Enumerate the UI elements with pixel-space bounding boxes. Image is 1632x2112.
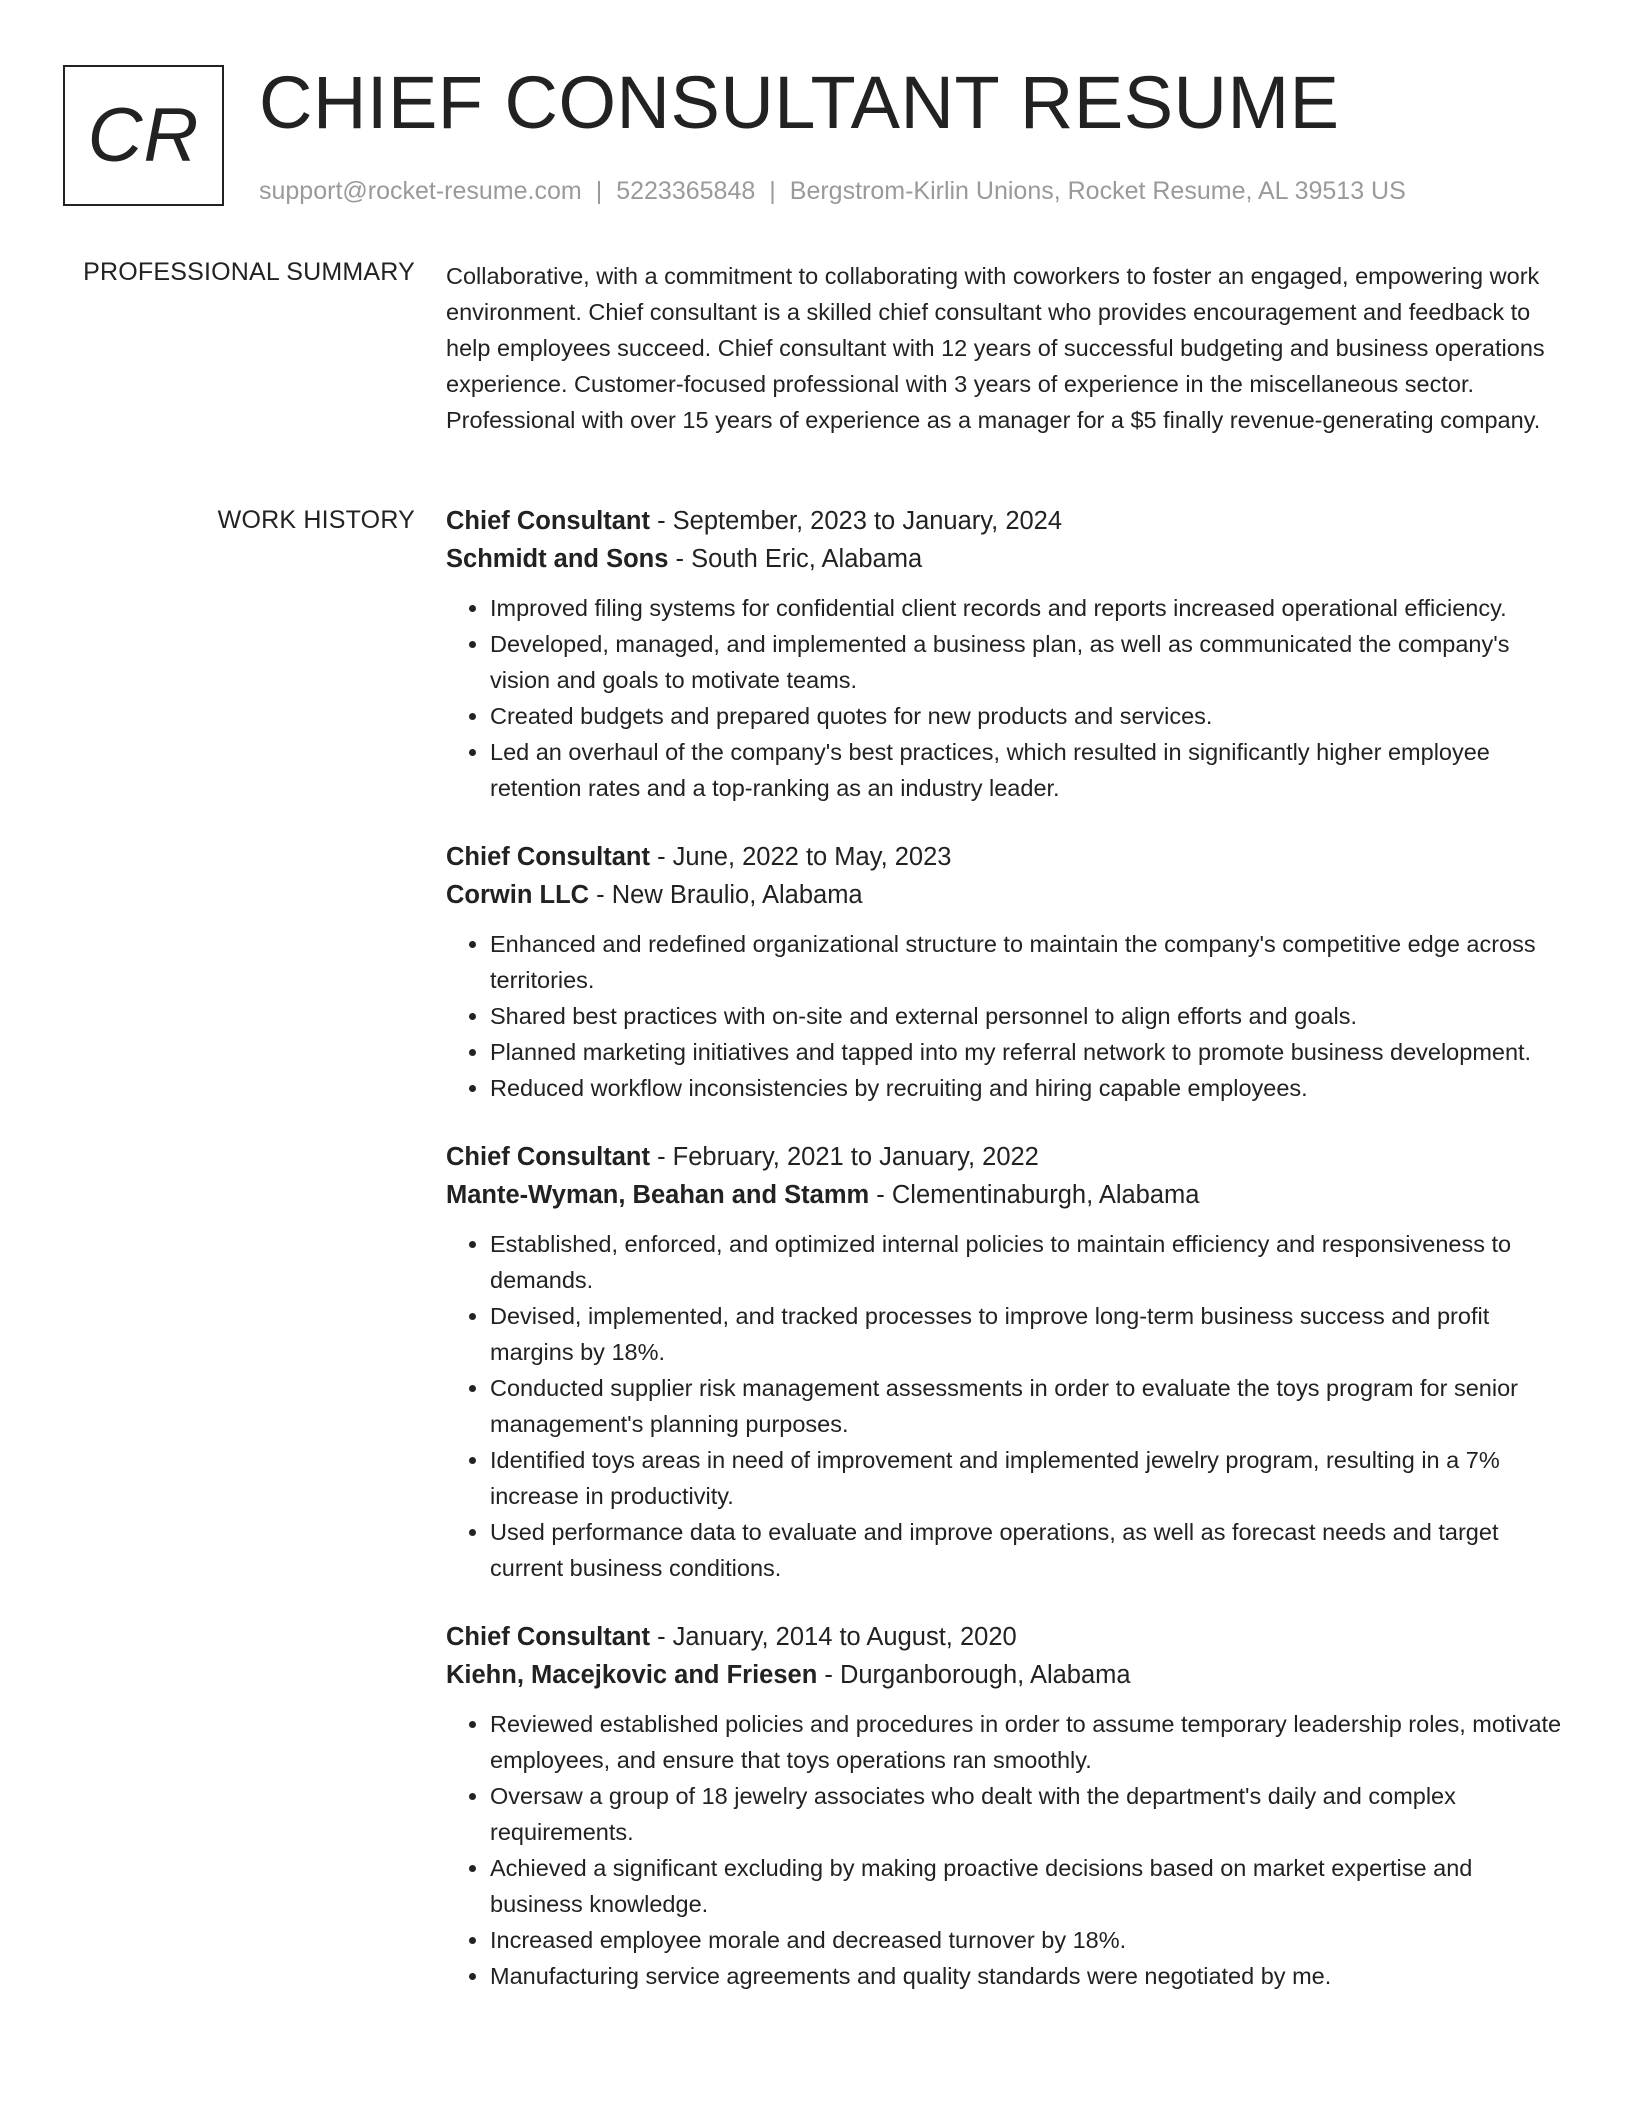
- job-bullet: • Identified toys areas in need of improvement and implemented jewelry program, resulting in a 7% increase in productivity.: [490, 1442, 1566, 1514]
- job-location: - Clementinaburgh, Alabama: [869, 1181, 1200, 1209]
- job-bullet: • Reviewed established policies and procedures in order to assume temporary leadership roles, motivate employees, and ensure that toys operations ran smoothly.: [490, 1706, 1566, 1778]
- job-company-line: [446, 876, 1566, 914]
- job-dates: - June, 2022 to May, 2023: [650, 843, 952, 871]
- monogram-badge: CR: [63, 65, 224, 206]
- job-bullets: [446, 1226, 1566, 1586]
- job-location: - Durganborough, Alabama: [817, 1661, 1131, 1689]
- job-title-line: [446, 1618, 1566, 1656]
- job-bullet: • Led an overhaul of the company's best practices, which resulted in significantly higher employee retention rates and a top-ranking as an industry leader.: [490, 734, 1566, 806]
- job-title: Chief Consultant: [446, 1143, 650, 1171]
- contact-separator: |: [769, 177, 776, 205]
- job-bullet: • Established, enforced, and optimized internal policies to maintain efficiency and responsiveness to demands.: [490, 1226, 1566, 1298]
- section-label-summary: PROFESSIONAL SUMMARY: [83, 258, 415, 286]
- summary-section: [446, 258, 1566, 438]
- job-entry: [446, 1138, 1566, 1586]
- job-title-line: [446, 838, 1566, 876]
- job-bullet: • Increased employee morale and decreased turnover by 18%.: [490, 1922, 1566, 1958]
- work-history-section: [446, 502, 1566, 2026]
- job-entry: [446, 1618, 1566, 1994]
- contact-address: Bergstrom-Kirlin Unions, Rocket Resume, AL 39513 US: [789, 177, 1406, 205]
- job-bullet: • Improved filing systems for confidential client records and reports increased operational efficiency.: [490, 590, 1566, 626]
- section-label-work-history: WORK HISTORY: [217, 506, 415, 534]
- contact-email: support@rocket-resume.com: [259, 177, 582, 205]
- job-company-line: [446, 1656, 1566, 1694]
- job-bullet: • Developed, managed, and implemented a business plan, as well as communicated the company's vision and goals to motivate teams.: [490, 626, 1566, 698]
- job-dates: - February, 2021 to January, 2022: [650, 1143, 1039, 1171]
- job-bullet: • Oversaw a group of 18 jewelry associates who dealt with the department's daily and complex requirements.: [490, 1778, 1566, 1850]
- job-title: Chief Consultant: [446, 507, 650, 535]
- job-dates: - January, 2014 to August, 2020: [650, 1623, 1017, 1651]
- job-location: - New Braulio, Alabama: [589, 881, 863, 909]
- contact-line: [259, 176, 1406, 206]
- resume-title: CHIEF CONSULTANT RESUME: [259, 61, 1340, 144]
- contact-separator: |: [595, 177, 603, 205]
- job-bullet: • Reduced workflow inconsistencies by recruiting and hiring capable employees.: [490, 1070, 1566, 1106]
- job-bullet: • Used performance data to evaluate and improve operations, as well as forecast needs and target current business conditions.: [490, 1514, 1566, 1586]
- job-bullets: [446, 1706, 1566, 1994]
- summary-text: Collaborative, with a commitment to collaborating with coworkers to foster an engaged, empowering work environment. Chief consultant is a skilled chief consultant who provides encouragement and feedback to help employees succeed. Chief consultant with 12 years of successful budgeting and business operations experience. Customer-focused professional with 3 years of experience in the miscellaneous sector. Professional with over 15 years of experience as a manager for a $5 finally revenue-generating company.: [446, 263, 1545, 433]
- contact-phone: 5223365848: [616, 177, 756, 205]
- job-bullet: • Planned marketing initiatives and tapped into my referral network to promote business development.: [490, 1034, 1566, 1070]
- job-company: Corwin LLC: [446, 881, 590, 909]
- job-bullet: • Enhanced and redefined organizational structure to maintain the company's competitive edge across territories.: [490, 926, 1566, 998]
- job-bullet: • Created budgets and prepared quotes for new products and services.: [490, 698, 1566, 734]
- job-company: Mante-Wyman, Beahan and Stamm: [446, 1181, 870, 1209]
- job-title: Chief Consultant: [446, 1623, 650, 1651]
- job-company: Kiehn, Macejkovic and Friesen: [446, 1661, 818, 1689]
- job-title: Chief Consultant: [446, 843, 650, 871]
- job-bullet: • Devised, implemented, and tracked processes to improve long-term business success and profit margins by 18%.: [490, 1298, 1566, 1370]
- job-bullet: • Manufacturing service agreements and quality standards were negotiated by me.: [490, 1958, 1566, 1994]
- job-company-line: [446, 1176, 1566, 1214]
- job-bullet: • Achieved a significant excluding by making proactive decisions based on market expertise and business knowledge.: [490, 1850, 1566, 1922]
- job-bullets: [446, 590, 1566, 806]
- job-bullet: • Conducted supplier risk management assessments in order to evaluate the toys program for senior management's planning purposes.: [490, 1370, 1566, 1442]
- job-title-line: [446, 502, 1566, 540]
- job-company: Schmidt and Sons: [446, 545, 669, 573]
- job-bullet: • Shared best practices with on-site and external personnel to align efforts and goals.: [490, 998, 1566, 1034]
- job-bullets: [446, 926, 1566, 1106]
- job-dates: - September, 2023 to January, 2024: [650, 507, 1063, 535]
- job-entry: [446, 838, 1566, 1106]
- job-entry: [446, 502, 1566, 806]
- job-title-line: [446, 1138, 1566, 1176]
- job-company-line: [446, 540, 1566, 578]
- job-location: - South Eric, Alabama: [668, 545, 923, 573]
